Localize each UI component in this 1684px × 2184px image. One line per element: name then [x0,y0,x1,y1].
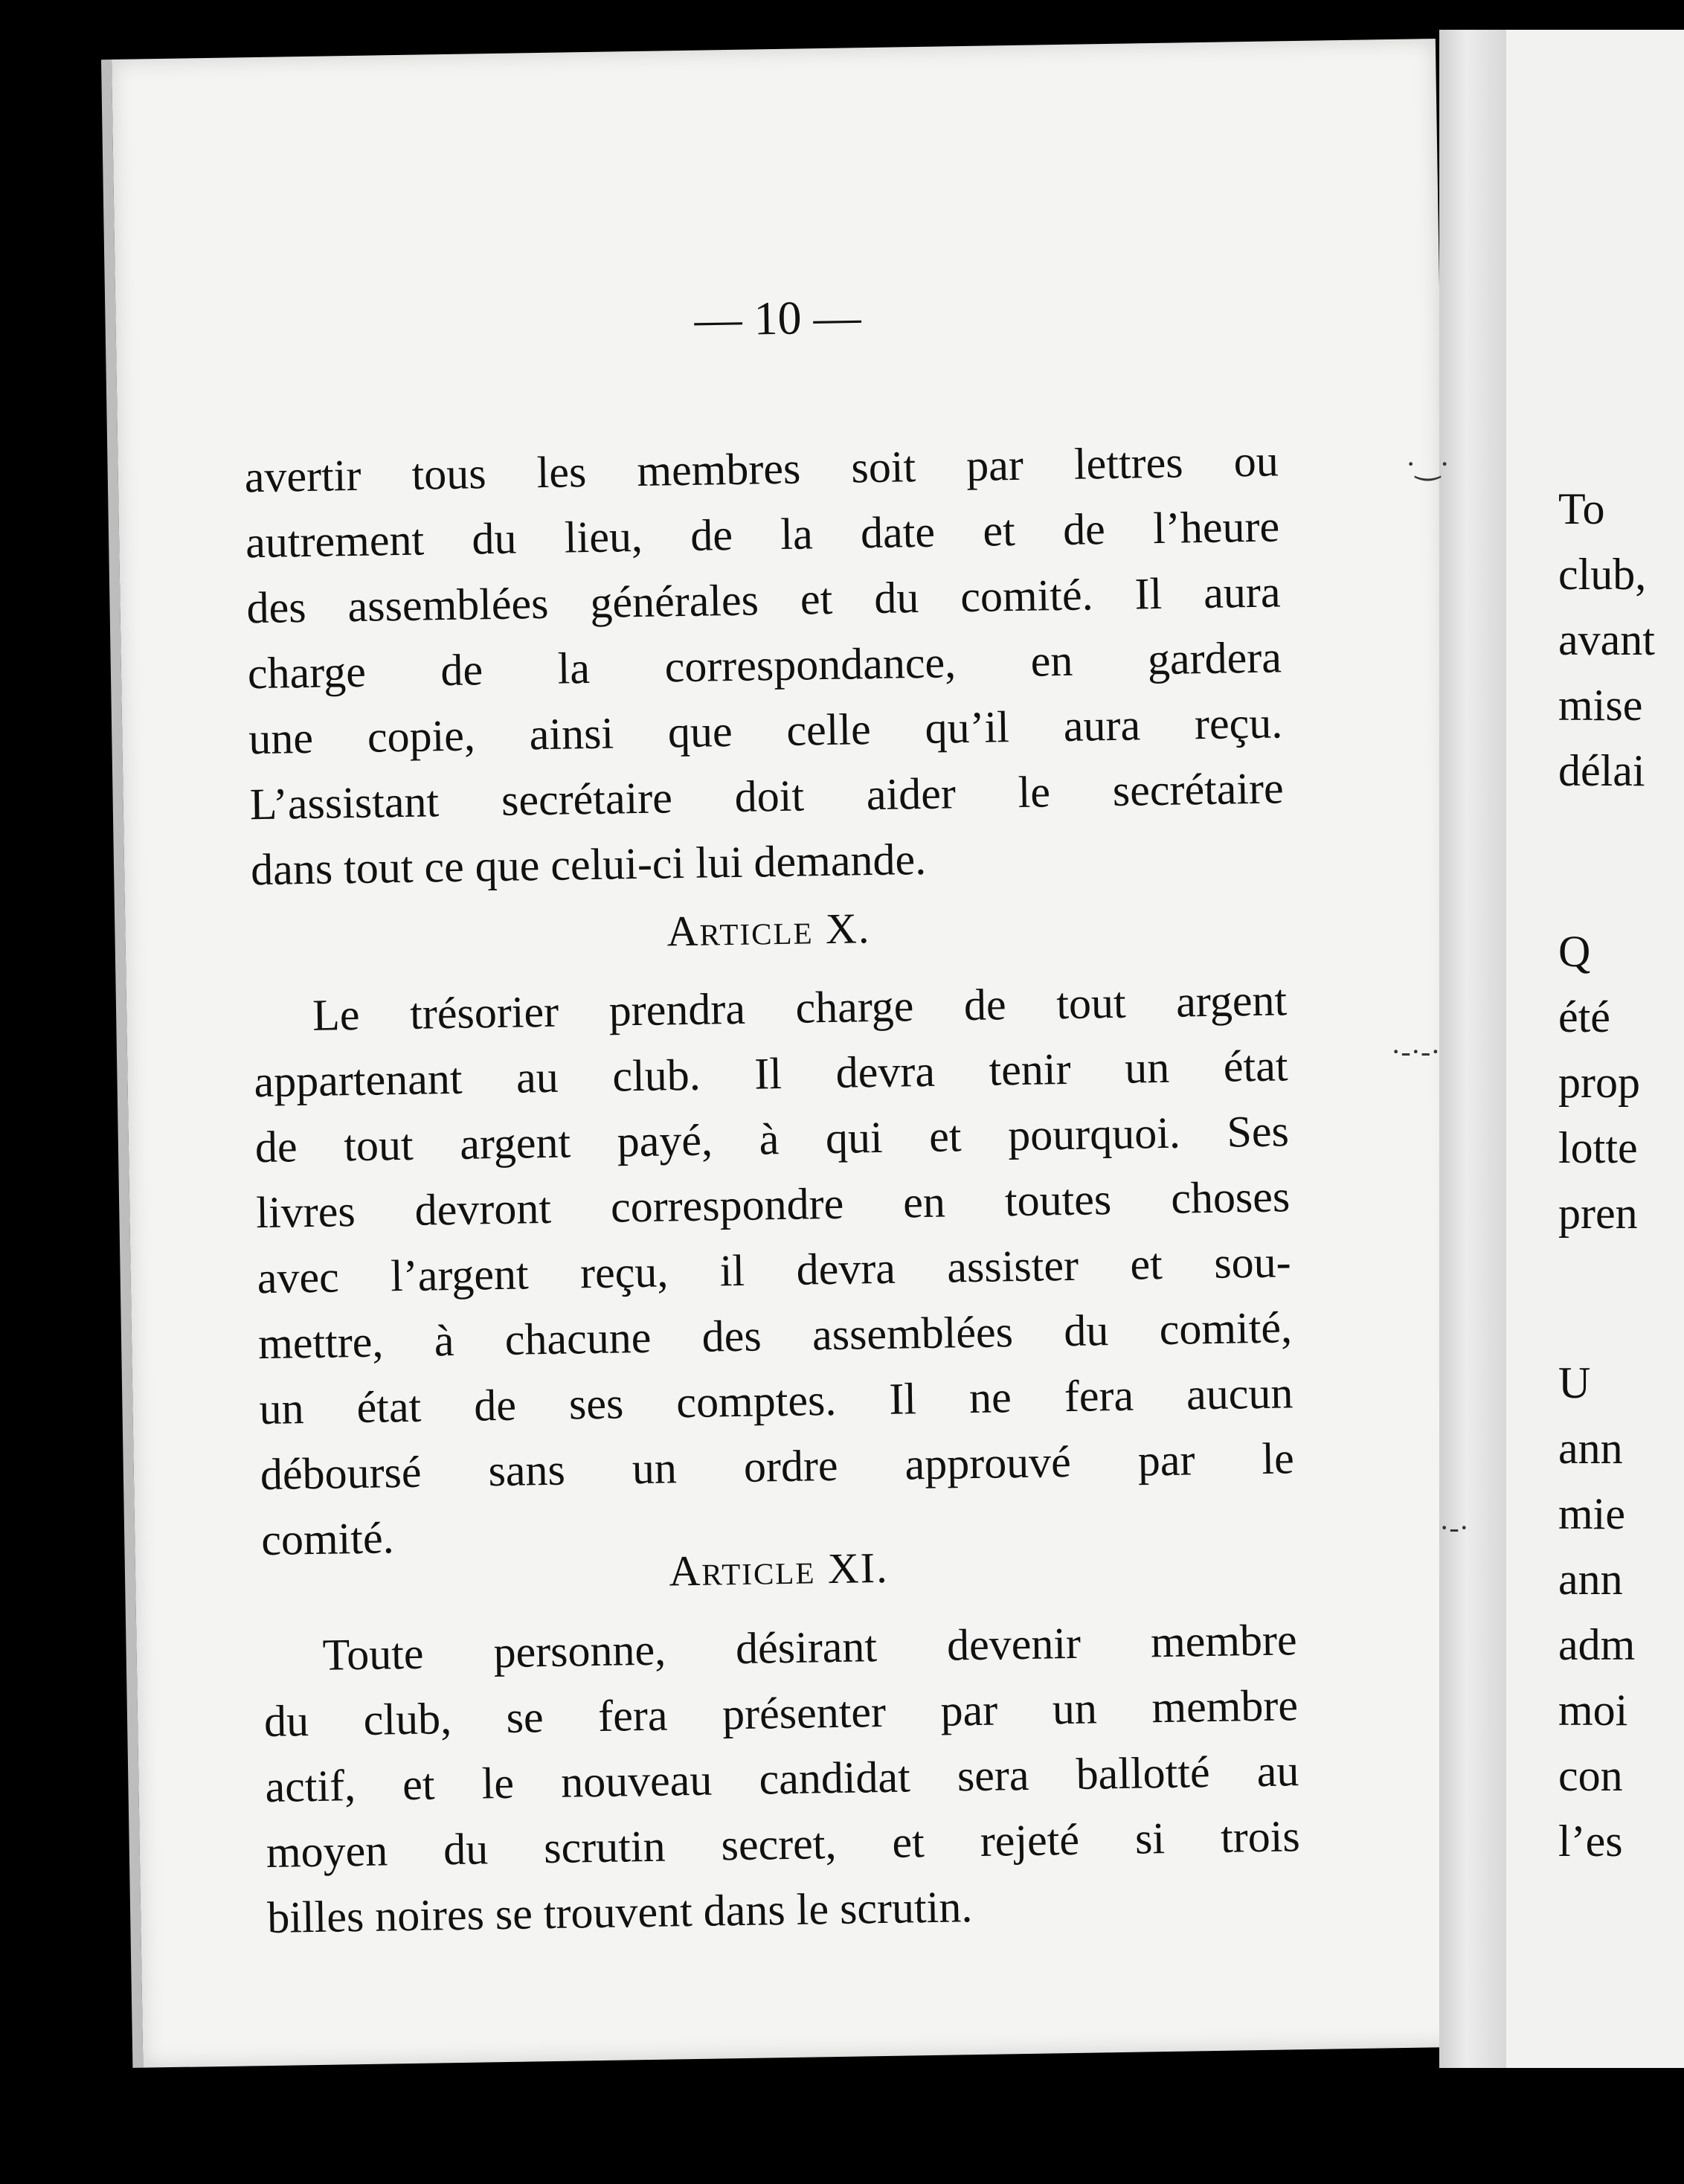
text-line: billes noires se trouvent dans le scrutin. [266,1882,973,1943]
text-line: Q [1558,927,1591,976]
text-line: adm [1558,1620,1636,1669]
text-line: charge de la correspondance, en gardera [247,632,1282,698]
book-gutter [1439,30,1506,2068]
text-line: moyen du scrutin secret, et rejeté si trois [266,1811,1301,1878]
text-line: du club, se fera présenter par un membre [263,1680,1299,1747]
text-line: avec l’argent reçu, il devra assister et sou- [257,1237,1292,1303]
text-line: mie [1558,1489,1625,1538]
text-line: con [1558,1751,1623,1800]
text-line: avant [1558,615,1655,664]
right-group-2 [1558,919,1640,1246]
text-line: U [1558,1358,1591,1407]
text-line: déboursé sans un ordre approuvé par le [260,1433,1295,1500]
text-line: un état de ses comptes. Il ne fera aucun [259,1368,1293,1434]
article-xi-heading: Article XI. [668,1543,890,1596]
stitch-mark-icon: ·-·-· [1391,1035,1441,1068]
text-line: actif, et le nouveau candidat sera ballotté au [264,1746,1299,1812]
text-line: mettre, à chacune des assemblées du comité, [257,1303,1293,1369]
text-line: autrement du lieu, de la date et de l’heure [245,501,1280,568]
stitch-mark-icon: ·-· [1439,1511,1469,1544]
text-line: dans tout ce que celui-ci lui demande. [250,834,927,895]
paragraph-1 [244,428,1285,902]
text-line: comité. [260,1513,395,1565]
left-page [112,39,1467,2068]
text-line: Toute personne, désirant devenir membre [322,1615,1298,1680]
paragraph-3 [263,1607,1302,1950]
text-line: ann [1558,1424,1623,1473]
text-line: mise [1558,681,1643,730]
text-line: appartenant au club. Il devra tenir un état [254,1041,1288,1107]
paragraph-2 [253,967,1296,1573]
text-line: été [1558,992,1610,1041]
text-line: délai [1558,746,1645,795]
text-line: moi [1558,1686,1628,1735]
text-line: prop [1558,1058,1640,1107]
text-line: livres devront correspondre en toutes choses [255,1172,1291,1238]
text-line: club, [1558,550,1647,599]
text-line: To [1558,484,1605,533]
right-group-3 [1558,1350,1635,1874]
text-line: ann [1558,1555,1623,1604]
text-line: avertir tous les membres soit par lettres ou [244,436,1279,502]
text-line: L’assistant secrétaire doit aider le secrétaire [249,763,1285,829]
text-line: lotte [1558,1123,1638,1172]
text-line: Le trésorier prendra charge de tout argent [312,975,1288,1040]
stitch-mark-icon: ·‿· [1406,447,1450,481]
right-page [1506,30,1684,2068]
article-x-heading: Article X. [666,904,871,956]
right-group-1 [1558,476,1655,803]
page-number: — 10 — [694,290,862,346]
text-line: une copie, ainsi que celle qu’il aura reçu. [248,698,1283,764]
text-line: pren [1558,1189,1638,1238]
text-line: des assemblées générales et du comité. Il aura [246,567,1281,633]
text-line: de tout argent payé, à qui et pourquoi. Ses [254,1106,1290,1172]
text-line: l’es [1558,1817,1623,1866]
